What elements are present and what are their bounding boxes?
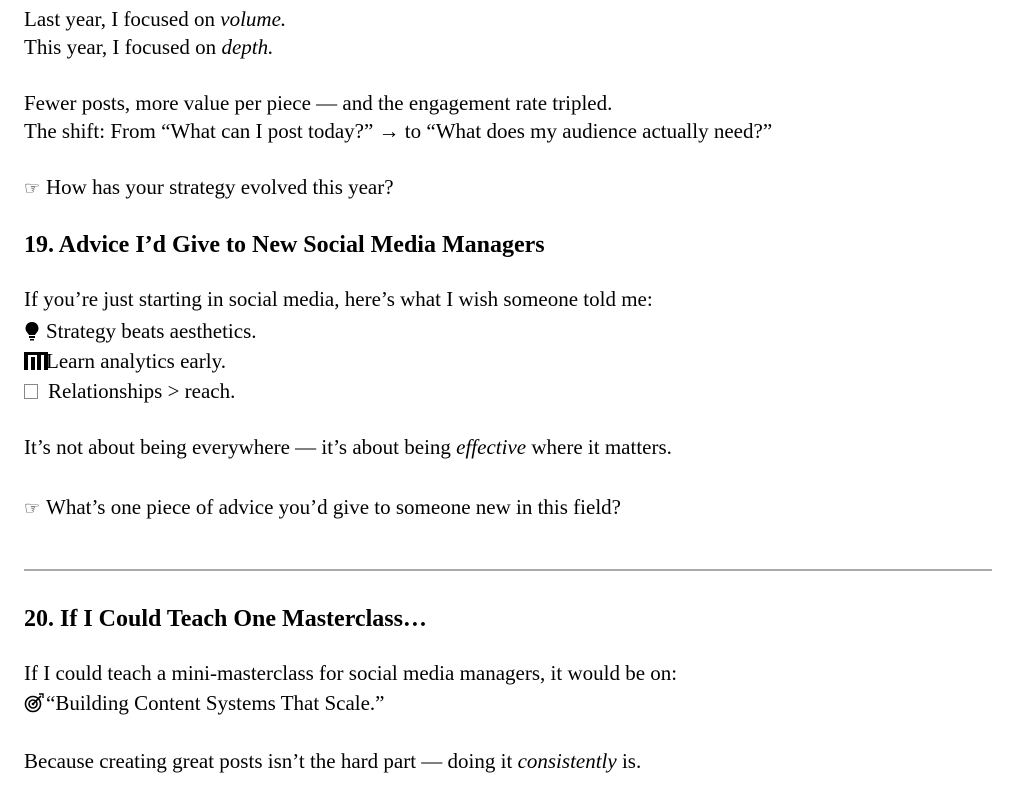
- section-20-heading: 20. If I Could Teach One Masterclass…: [24, 606, 427, 632]
- target-icon: [24, 691, 46, 719]
- emphasis-effective: effective: [456, 435, 527, 459]
- lightbulb-icon: [24, 319, 46, 347]
- section-19-statement: It’s not about being everywhere — it’s about being effective where it matters.: [24, 435, 672, 459]
- section-19-intro: If you’re just starting in social media, here’s what I wish someone told me:: [24, 287, 653, 311]
- emphasis-consistently: consistently: [517, 749, 617, 773]
- pointing-hand-icon: ☞: [24, 498, 41, 519]
- missing-glyph-icon: [24, 384, 38, 399]
- emphasis-volume: volume.: [220, 7, 287, 31]
- section-19-body: [24, 285, 1012, 523]
- advice-item: Strategy beats aesthetics.: [24, 317, 1012, 347]
- section-20-body: [24, 659, 1012, 775]
- emphasis-depth: depth.: [221, 35, 274, 59]
- intro-line-volume: Last year, I focused on volume.: [24, 7, 287, 31]
- bar-chart-icon: [24, 349, 46, 377]
- pointing-hand-icon: ☞: [24, 178, 41, 199]
- section-20-intro: If I could teach a mini-masterclass for social media managers, it would be on:: [24, 661, 678, 685]
- intro-block: [24, 0, 1012, 203]
- advice-item: Relationships > reach.: [24, 377, 1012, 405]
- intro-shift-line: The shift: From “What can I post today?” → to “What does my audience actually need?”: [24, 119, 773, 143]
- section-divider: [24, 569, 992, 571]
- section-19-question: ☞ What’s one piece of advice you’d give to someone new in this field?: [24, 493, 1012, 523]
- section-20-topic: “Building Content Systems That Scale.”: [24, 689, 1012, 719]
- intro-question: ☞ How has your strategy evolved this year?: [24, 173, 1012, 203]
- advice-item: Learn analytics early.: [24, 347, 1012, 377]
- section-19-heading: 19. Advice I’d Give to New Social Media Managers: [24, 232, 545, 258]
- intro-line-depth: This year, I focused on depth.: [24, 35, 274, 59]
- intro-result-line: Fewer posts, more value per piece — and the engagement rate tripled.: [24, 91, 613, 115]
- section-20-closing: Because creating great posts isn’t the hard part — doing it consistently is.: [24, 749, 642, 773]
